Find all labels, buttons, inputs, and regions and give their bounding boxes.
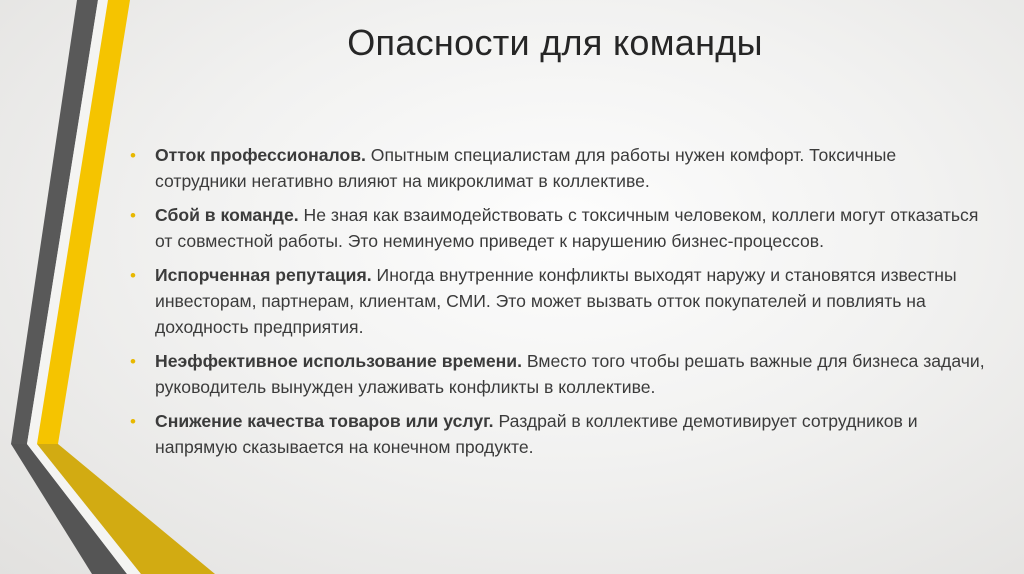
- bullet-text: Не зная как взаимодействовать с токсичным человеком, коллеги могут отказаться от совместной работы. Это неминуемо приведет к нарушению бизнес-процессов.: [155, 205, 979, 251]
- bullet-dot-icon: •: [130, 206, 136, 226]
- bullet-dot-icon: •: [130, 266, 136, 286]
- bullet-lead: Снижение качества товаров или услуг.: [155, 411, 494, 432]
- bullet-text: Иногда внутренние конфликты выходят наружу и становятся известны инвесторам, партнерам, клиентам, СМИ. Это может вызвать отток покупателей и повлиять на доходность предприятия.: [155, 265, 957, 337]
- bullet-item: [128, 349, 990, 400]
- bullet-item: [128, 263, 990, 340]
- bullet-dot-icon: •: [130, 146, 136, 165]
- bullet-text: Опытным специалистам для работы нужен комфорт. Токсичные сотрудники негативно влияют на микроклимат в коллективе.: [155, 145, 897, 191]
- bullet-lead: Сбой в команде.: [155, 205, 299, 226]
- bullet-list: [128, 143, 990, 461]
- bullet-item: [128, 409, 990, 460]
- bullet-text: Вместо того чтобы решать важные для бизнеса задачи, руководитель вынужден улаживать конфликты в коллективе.: [155, 351, 985, 397]
- bullet-dot-icon: •: [130, 352, 136, 372]
- bullet-item: [128, 203, 990, 254]
- bullet-dot-icon: •: [130, 412, 136, 432]
- bullet-lead: Испорченная репутация.: [155, 265, 372, 286]
- bullet-item: [128, 143, 990, 194]
- bullet-text: Раздрай в коллективе демотивирует сотрудников и напрямую сказывается на конечном продукте.: [155, 411, 918, 457]
- bullet-lead: Неэффективное использование времени.: [155, 351, 522, 372]
- bullet-lead: Отток профессионалов.: [155, 145, 366, 165]
- slide-content: [128, 143, 990, 470]
- slide-title: Опасности для команды: [347, 22, 763, 63]
